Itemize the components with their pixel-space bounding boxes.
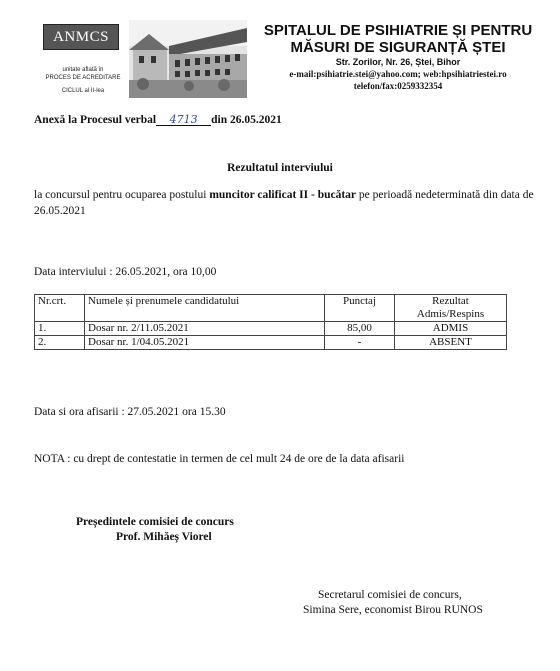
row-result: ADMIS (395, 322, 507, 336)
header-name: Numele și prenumele candidatului (85, 295, 325, 322)
table-header-row (35, 295, 507, 322)
hospital-contact (248, 68, 548, 92)
logo-subtitle-3: CICLUL al II-lea (61, 88, 105, 94)
table-row (35, 322, 507, 336)
president-block (76, 515, 234, 545)
row-result: ABSENT (395, 336, 507, 350)
position-name: muncitor calificat II - bucătar (209, 189, 357, 201)
hospital-name (248, 22, 548, 56)
row-nr: 2. (35, 336, 85, 350)
hospital-email-web: e-mail:psihiatrie.stei@yahoo.com; web:hpsihiatriestei.ro (289, 69, 507, 79)
header-result: Rezultat Admis/Respins (395, 295, 507, 322)
logo-subtitle-2: PROCES DE ACREDITARE (45, 75, 121, 81)
document-title: Rezultatul interviului (227, 162, 333, 174)
president-role: Președintele comisiei de concurs (76, 516, 234, 528)
logo-subtitle-1: unitate aflată în (62, 67, 104, 73)
anmcs-logo-text: ANMCS (43, 24, 119, 50)
row-name: Dosar nr. 1/04.05.2021 (85, 336, 325, 350)
header-nr: Nr.crt. (35, 295, 85, 322)
annex-line (34, 114, 282, 126)
row-nr: 1. (35, 322, 85, 336)
hospital-phone: telefon/fax:0259332354 (353, 81, 443, 91)
president-name: Prof. Mihăeș Viorel (116, 531, 212, 543)
secretary-block (303, 588, 483, 618)
row-name: Dosar nr. 2/11.05.2021 (85, 322, 325, 336)
secretary-role: Secretarul comisiei de concurs, (318, 589, 462, 601)
row-score: 85,00 (325, 322, 395, 336)
intro-part1: la concursul pentru ocuparea postului (34, 189, 210, 201)
intro-paragraph (34, 187, 534, 219)
hospital-address: Str. Zorilor, Nr. 26, Ștei, Bihor (335, 57, 461, 67)
results-table (34, 294, 507, 350)
appeal-note: NOTA : cu drept de contestatie in termen de cel mult 24 de ore de la data afisarii (34, 453, 405, 465)
row-score: - (325, 336, 395, 350)
intro-part2: pe perioadă nedeterminată din data de 26.05.2021 (34, 189, 534, 217)
hospital-name-line2: MĂSURI DE SIGURANȚĂ ȘTEI (290, 39, 506, 56)
interview-date: Data interviului : 26.05.2021, ora 10,00 (34, 266, 217, 278)
posting-date: Data si ora afisarii : 27.05.2021 ora 15.30 (34, 406, 226, 418)
accreditation-logo (37, 20, 129, 96)
hospital-name-line1: SPITALUL DE PSIHIATRIE ȘI PENTRU (263, 22, 533, 39)
annex-number-handwritten: 4713 (156, 114, 211, 126)
header-score: Punctaj (325, 295, 395, 322)
table-row (35, 336, 507, 350)
annex-prefix: Anexă la Procesul verbal (34, 114, 157, 126)
annex-suffix: din 26.05.2021 (211, 114, 282, 126)
secretary-name: Simina Sere, economist Birou RUNOS (303, 604, 483, 616)
hospital-building-photo (129, 20, 247, 98)
